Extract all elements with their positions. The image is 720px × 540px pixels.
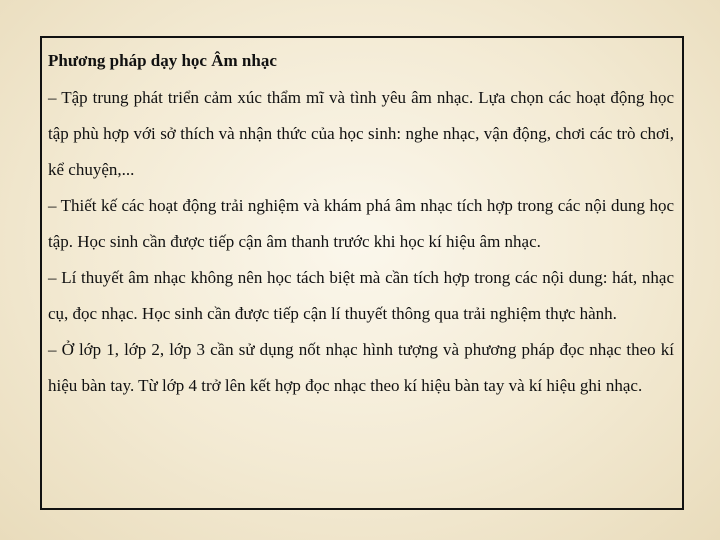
content-box	[40, 36, 684, 510]
paragraph-2: – Thiết kế các hoạt động trải nghiệm và khám phá âm nhạc tích hợp trong các nội dung học tập. Học sinh cần được tiếp cận âm thanh trước khi học kí hiệu âm nhạc.	[48, 196, 674, 251]
slide-title: Phương pháp dạy học Âm nhạc	[48, 51, 277, 70]
paragraph-1: – Tập trung phát triển cảm xúc thẩm mĩ và tình yêu âm nhạc. Lựa chọn các hoạt động học tập phù hợp với sở thích và nhận thức của học sinh: nghe nhạc, vận động, chơi các trò chơi, kể chuyện,...	[48, 88, 674, 179]
paragraph-4: – Ở lớp 1, lớp 2, lớp 3 cần sử dụng nốt nhạc hình tượng và phương pháp đọc nhạc theo kí hiệu bàn tay. Từ lớp 4 trở lên kết hợp đọc nhạc theo kí hiệu bàn tay và kí hiệu ghi nhạc.	[48, 340, 674, 395]
paragraph-3: – Lí thuyết âm nhạc không nên học tách biệt mà cần tích hợp trong các nội dung: hát, nhạc cụ, đọc nhạc. Học sinh cần được tiếp cận lí thuyết thông qua trải nghiệm thực hành.	[48, 268, 674, 323]
